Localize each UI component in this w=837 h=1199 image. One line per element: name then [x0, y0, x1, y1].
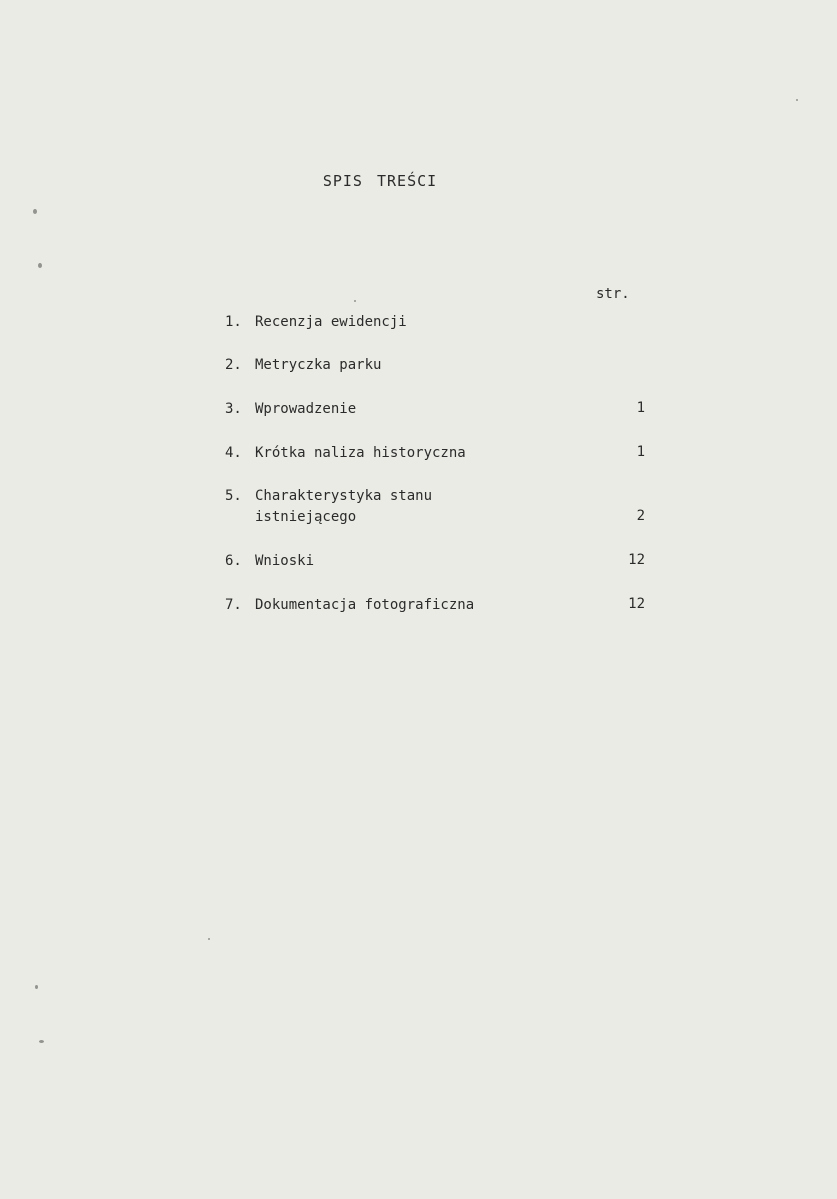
toc-entry-number: 5. — [225, 488, 242, 504]
toc-entry-label: Dokumentacja fotograficzna — [255, 597, 475, 613]
toc-entry-page — [611, 332, 645, 333]
toc-entry — [225, 442, 645, 464]
toc-entry — [225, 355, 645, 376]
toc-entry-number: 4. — [225, 445, 242, 461]
toc-entry — [225, 398, 645, 420]
toc-entry — [225, 594, 645, 616]
toc-entry-page: 2 — [636, 508, 645, 524]
toc-entry-label: Charakterystyka stanu istniejącego — [255, 488, 433, 525]
toc-entry-number: 7. — [225, 597, 242, 613]
scan-speck — [39, 1040, 44, 1043]
toc-entry-number: 3. — [225, 401, 242, 417]
toc-entry-label: Metryczka parku — [255, 357, 382, 373]
toc-entry — [225, 312, 645, 333]
toc-entry-page: 12 — [628, 596, 645, 612]
toc-entry-label: Krótka naliza historyczna — [255, 445, 466, 461]
scan-speck — [796, 99, 798, 101]
toc-entry-page — [611, 375, 645, 376]
table-of-contents — [225, 312, 645, 638]
toc-entry-label: Wnioski — [255, 553, 315, 569]
toc-entry-page: 12 — [628, 552, 645, 568]
toc-entry-page: 1 — [636, 400, 645, 416]
scan-speck — [33, 209, 37, 214]
scan-speck — [354, 300, 356, 302]
toc-entry-page: 1 — [636, 444, 645, 460]
scan-speck — [35, 985, 38, 989]
scan-speck — [38, 263, 42, 268]
toc-entry — [225, 486, 645, 528]
page-title: SPIS TREŚCI — [322, 172, 438, 190]
page-column-header: str. — [596, 286, 630, 302]
toc-entry-label: Wprowadzenie — [255, 401, 357, 417]
scan-speck — [208, 938, 210, 940]
toc-entry-number: 2. — [225, 357, 242, 373]
toc-entry-label: Recenzja ewidencji — [255, 314, 407, 330]
toc-entry-number: 1. — [225, 314, 242, 330]
toc-entry-number: 6. — [225, 553, 242, 569]
toc-entry — [225, 550, 645, 572]
